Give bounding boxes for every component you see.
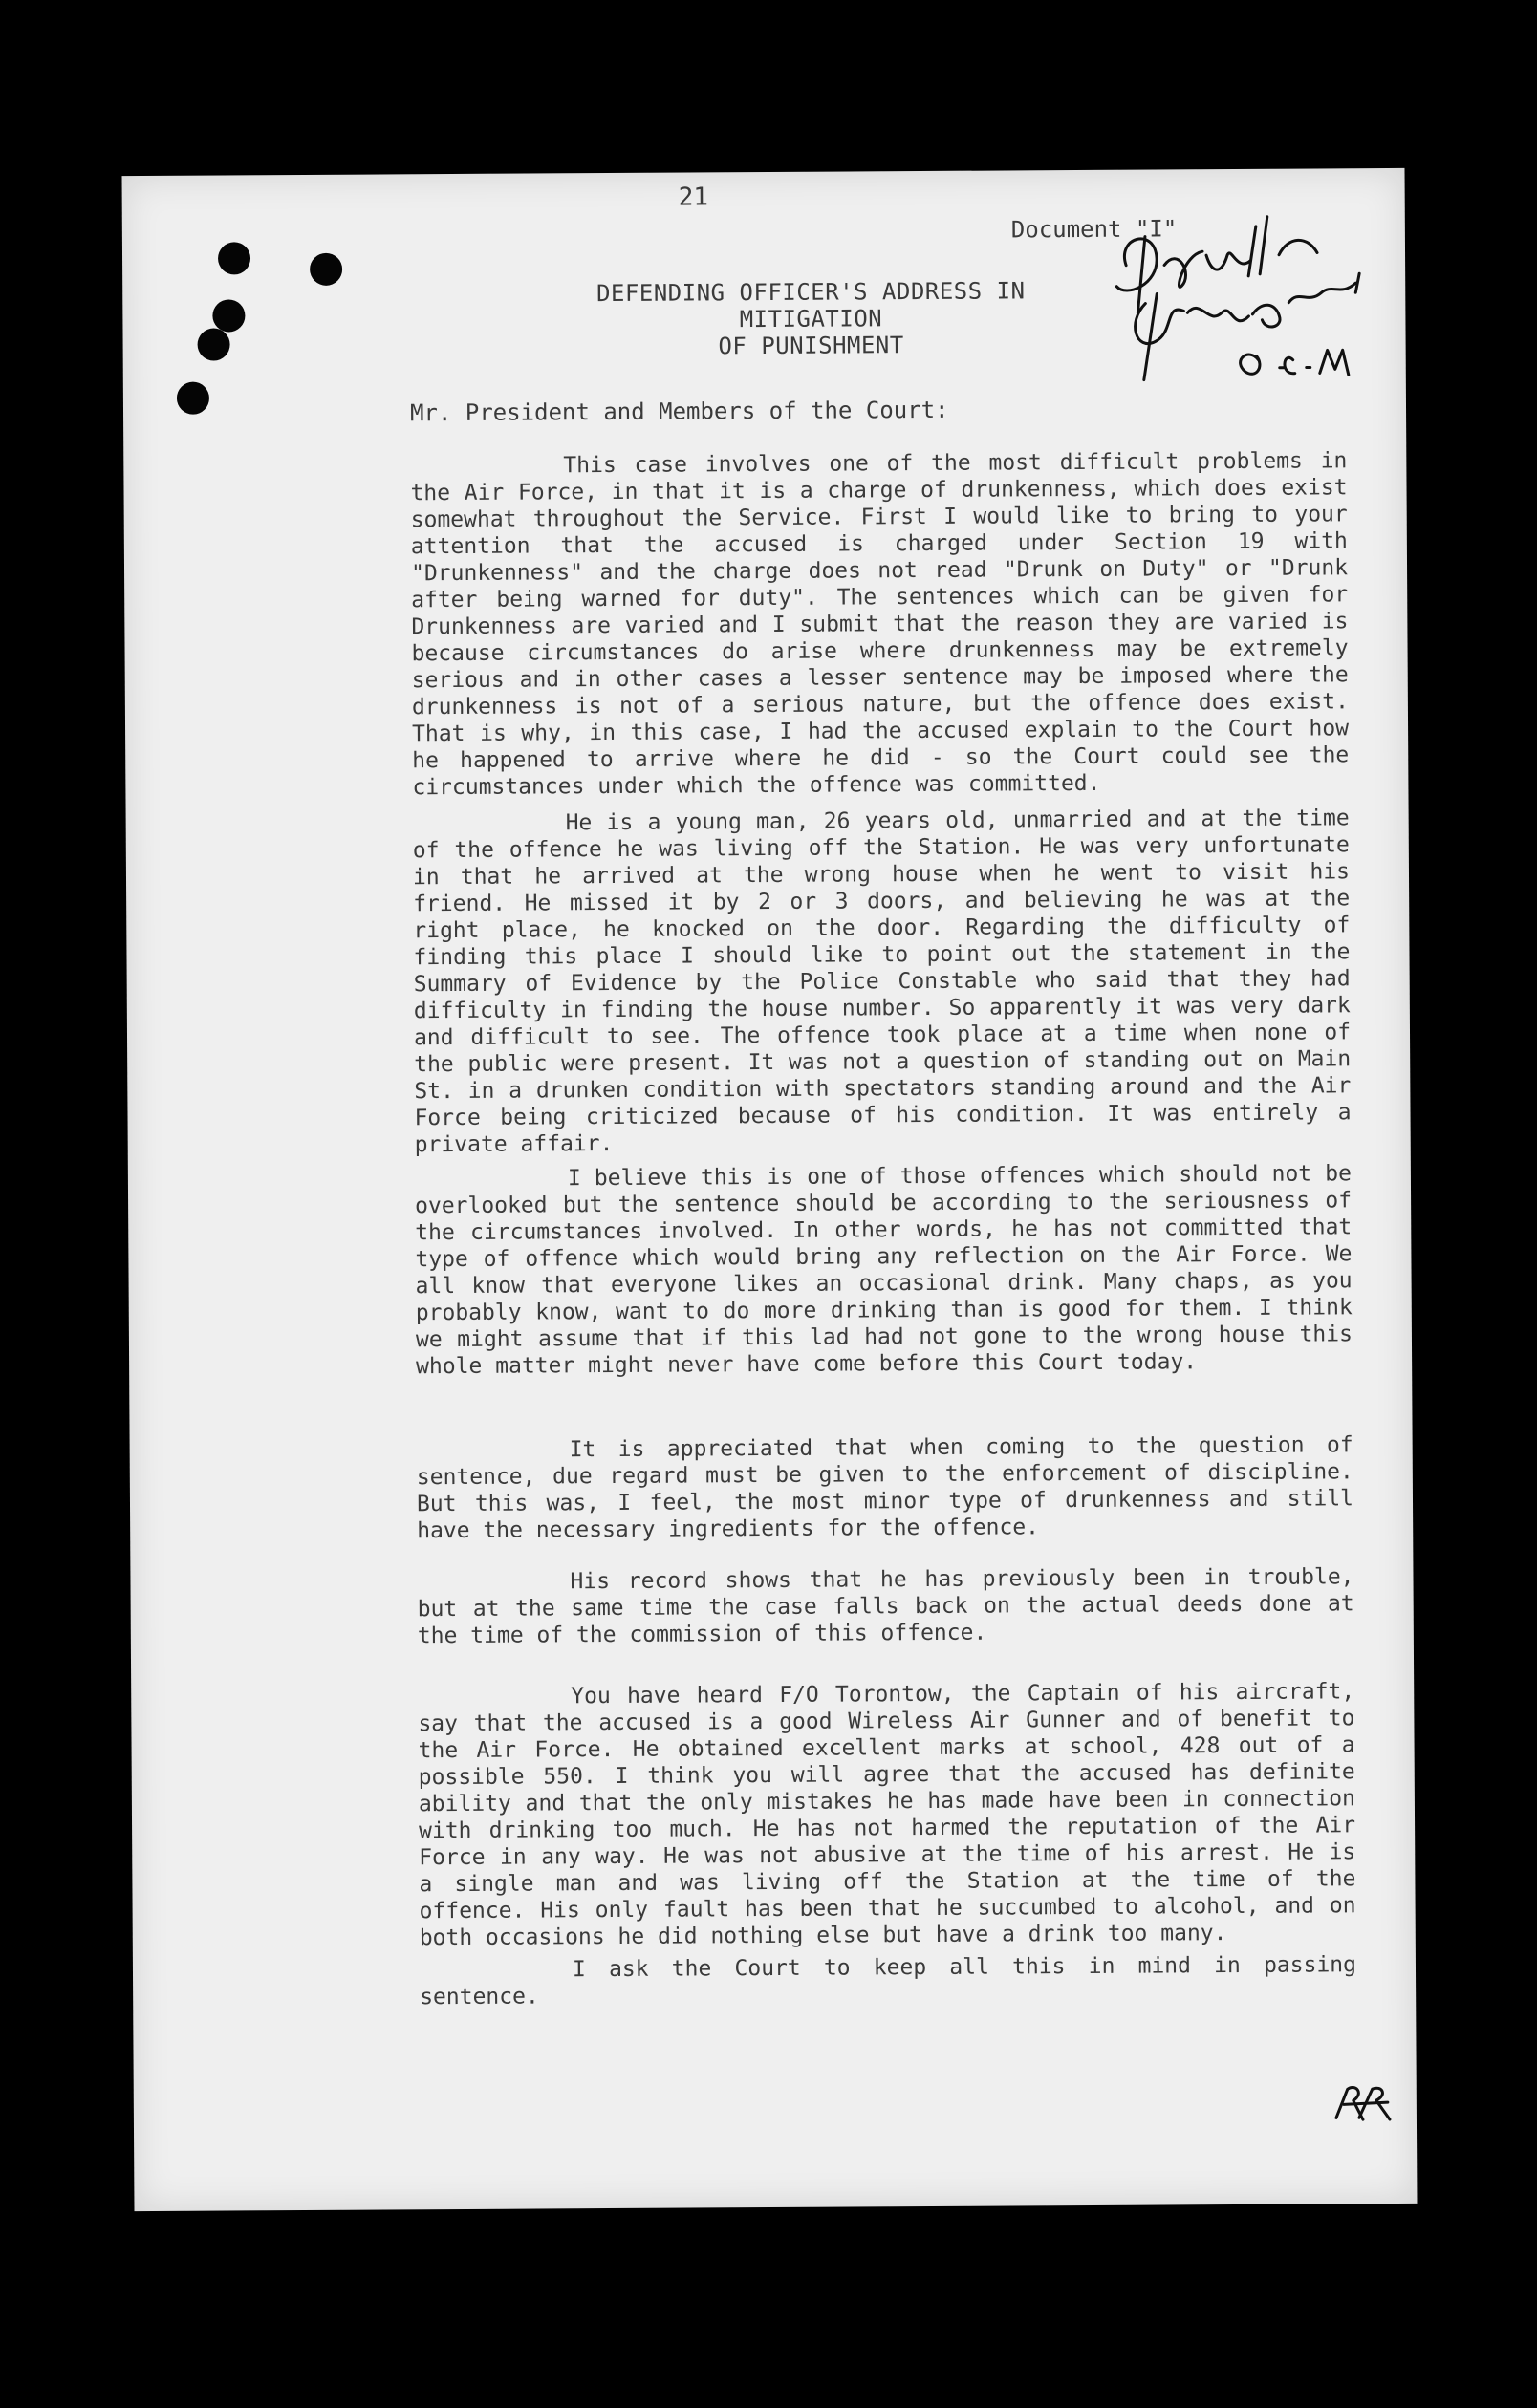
salutation: Mr. President and Members of the Court: bbox=[409, 396, 949, 427]
title-line: OF PUNISHMENT bbox=[718, 332, 904, 360]
handwritten-signature bbox=[1088, 197, 1395, 390]
body-paragraph: You have heard F/O Torontow, the Captain of his aircraft, say that the accused is a good Wireless Air Gunner and of benefit to the Air Force. He obtained excellent marks at school, 428 out of a possible 550. I think you will agree that the accused has definite ability and that the only mistakes he has made have been in connection with drinking too much. He has not harmed the reputation of the Air Force in any way. He was not abusive at the time of his arrest. He is a single man and was living off the Station at the time of the offence. His only fault has been that he succumbed to alcohol, and on both occasions he did nothing else but have a drink too many. bbox=[418, 1679, 1356, 1951]
body-paragraph: This case involves one of the most difficult problems in the Air Force, in that it is a charge of drunkenness, which does exist somewhat throughout the Service. First I would like to bring to your attention that the accused is charged under Section 19 with "Drunkenness" and the charge does not read "Drunk on Duty" or "Drunk after being warned for duty". The sentences which can be given for Drunkenness are varied and I submit that the reason they are varied is because circumstances do arise where drunkenness may be extremely serious and in other cases a lesser sentence may be imposed where the drunkenness is not of a serious nature, but the offence does exist. That is why, in this case, I had the accused explain to the Court how he happened to arrive where he did - so the Court could see the circumstances under which the offence was committed. bbox=[410, 448, 1350, 801]
document-page bbox=[122, 168, 1418, 2211]
handwritten-initials bbox=[1331, 2079, 1397, 2127]
page-number: 21 bbox=[678, 183, 709, 212]
punch-hole bbox=[212, 299, 245, 332]
punch-hole bbox=[197, 328, 229, 360]
body-paragraph: He is a young man, 26 years old, unmarried and at the time of the offence he was living off the Station. He was very unfortunate in that he arrived at the wrong house when he went to visit his friend. He missed it by 2 or 3 doors, and believing he was at the right place, he knocked on the door. Regarding the difficulty of finding this place I should like to point out the statement in the Summary of Evidence by the Police Constable who said that they had difficulty in finding the house number. So apparently it was very dark and difficult to see. The offence took place at a time when none of the public were present. It was not a question of standing out on Main St. in a drunken condition with spectators standing around and the Air Force being criticized because of his condition. It was entirely a private affair. bbox=[412, 806, 1352, 1158]
body-paragraph: I believe this is one of those offences which should not be overlooked but the sentence should be according to the seriousness of the circumstances involved. In other words, he has not committed that type of offence which would bring any reflection on the Air Force. We all know that everyone likes an occasional drink. Many chaps, as you probably know, want to do more drinking than is good for them. I think we might assume that if this lad had not gone to the wrong house this whole matter might never have come before this Court today. bbox=[415, 1161, 1353, 1380]
body-paragraph: It is appreciated that when coming to the question of sentence, due regard must be given to the enforcement of discipline. But this was, I feel, the most minor type of drunkenness and still have the necessary ingredients for the offence. bbox=[416, 1432, 1354, 1544]
body-paragraph: I ask the Court to keep all this in mind in passing sentence. bbox=[420, 1952, 1357, 2010]
punch-hole bbox=[218, 242, 250, 274]
title-line: DEFENDING OFFICER'S ADDRESS IN MITIGATION bbox=[595, 277, 1026, 333]
punch-hole bbox=[310, 253, 342, 286]
document-title bbox=[524, 277, 1098, 361]
punch-hole bbox=[177, 382, 209, 415]
document-label: Document "I" bbox=[1010, 215, 1178, 244]
body-paragraph: His record shows that he has previously been in trouble, but at the same time the case falls back on the actual deeds done at the time of the commission of this offence. bbox=[417, 1564, 1354, 1649]
